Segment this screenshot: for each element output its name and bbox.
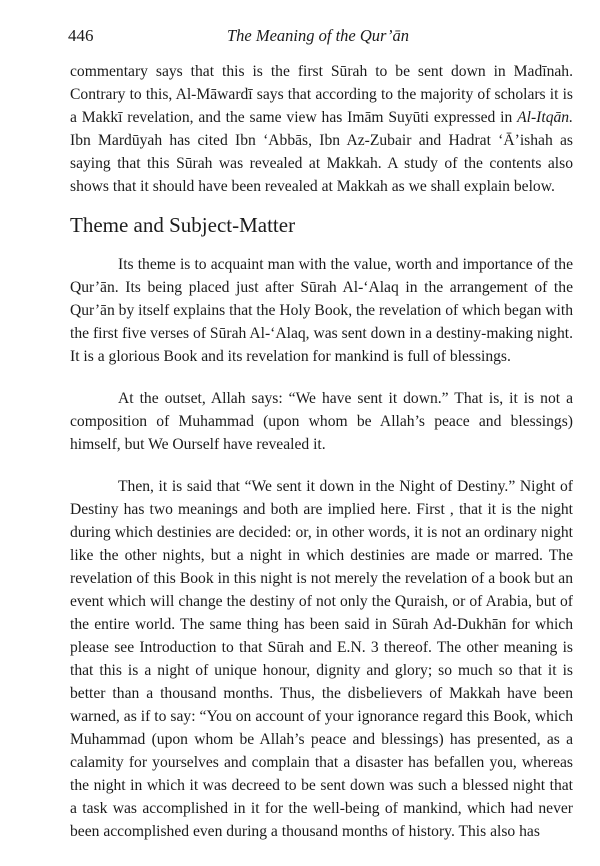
paragraph-theme: Its theme is to acquaint man with the value, worth and importance of the Qur’ān. Its being placed just after Sūrah Al-‘Alaq in the arrangement of the Qur’ān by itself explains that the Holy Book, the revelation of which began with the first five verses of Sūrah Al-‘Alaq, was sent down in a destiny-making night. It is a glorious Book and its revelation for mankind is full of blessings. <box>70 256 573 365</box>
page-header <box>68 26 568 48</box>
book-title-italic: Al-Itqān. <box>517 109 573 126</box>
page-number: 446 <box>68 26 94 45</box>
intro-paragraph <box>70 60 573 198</box>
section-heading: Theme and Subject-Matter <box>70 213 296 237</box>
paragraph-outset: At the outset, Allah says: “We have sent it down.” That is, it is not a composition of Muhammad (upon whom be Allah’s peace and blessings) himself, but We Ourself have revealed it. <box>70 390 573 453</box>
intro-text-start: commentary says that this is the first Sūrah to be sent down in Madīnah. Contrary to this, Al-Māwardī says that according to the majority of scholars it is a Makkī revelation, and the same view has Imām Suyūti expressed in <box>70 63 573 126</box>
paragraph-night-of-destiny: Then, it is said that “We sent it down in the Night of Destiny.” Night of Destiny has two meanings and both are implied here. First , that it is the night during which destinies are decided: or, in other words, it is not an ordinary night like the other nights, but a night in which destinies are made or marred. The revelation of this Book in this night is not merely the revelation of a book but an event which will change the destiny of not only the Quraish, or of Arabia, but of the entire world. The same thing has been said in Sūrah Ad-Dukhān for which please see Introduction to that Sūrah and E.N. 3 thereof. The other meaning is that this is a night of unique honour, dignity and glory; so much so that it is better than a thousand months. Thus, the disbelievers of Makkah have been warned, as if to say: “You on account of your ignorance regard this Book, which Muhammad (upon whom be Allah’s peace and blessings) has presented, as a calamity for yourselves and complain that a disaster has befallen you, whereas the night in which it was decreed to be sent down was such a blessed night that a task was accomplished in it for the well-being of mankind, which had never been accomplished even during a thousand months of history. This also has <box>70 478 573 840</box>
intro-text-end: Ibn Mardūyah has cited Ibn ‘Abbās, Ibn Az-Zubair and Hadrat ‘Ā’ishah as saying that this Sūrah was revealed at Makkah. A study of the contents also shows that it should have been revealed at Makkah as we shall explain below. <box>70 132 573 195</box>
running-title: The Meaning of the Qur’ān <box>226 26 410 45</box>
page-body <box>70 60 573 843</box>
